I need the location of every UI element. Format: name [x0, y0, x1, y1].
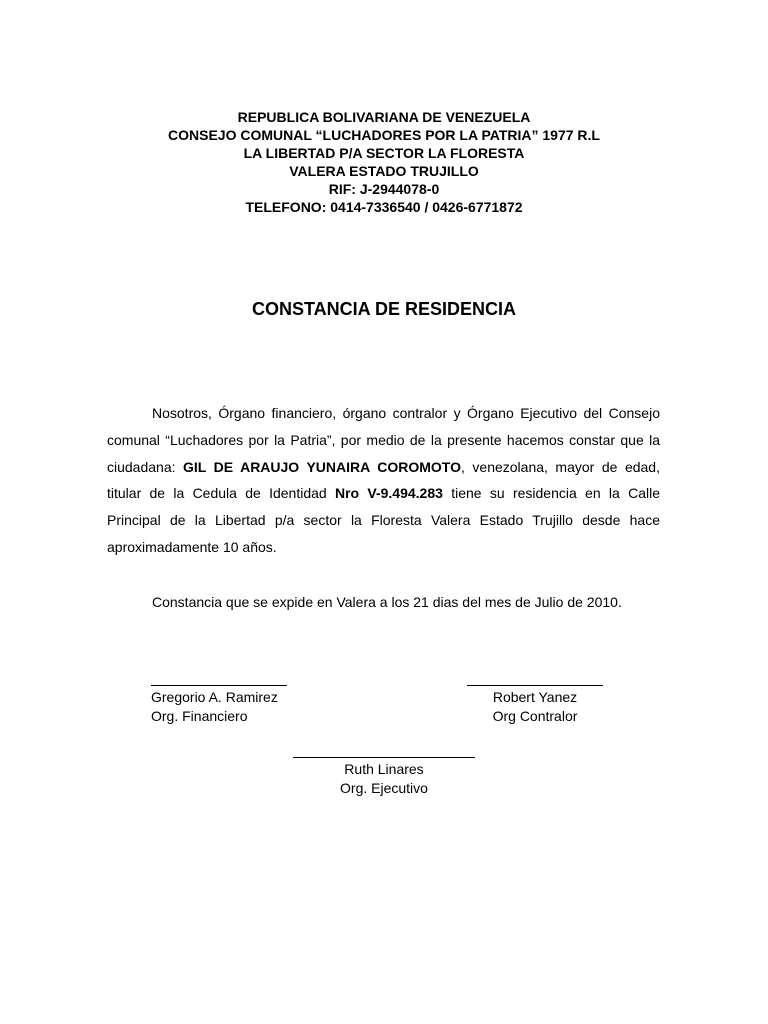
signature-line [151, 685, 287, 686]
signatory-role: Org. Financiero [151, 708, 248, 724]
signatory-name: Robert Yanez [492, 689, 578, 705]
body-paragraph [107, 400, 660, 561]
signature-line [467, 685, 603, 686]
id-number: Nro V-9.494.283 [335, 485, 443, 502]
body-text-part3: tiene su residencia en la Calle Principal de la Libertad p/a sector la Floresta Valera Estado Trujillo desde hace aproximadamente 10 años. [107, 485, 660, 555]
letterhead-address: LA LIBERTAD P/A SECTOR LA FLORESTA [243, 145, 525, 161]
citizen-name: GIL DE ARAUJO YUNAIRA COROMOTO [183, 458, 461, 475]
signatory-role: Org Contralor [492, 708, 578, 724]
letterhead-council: CONSEJO COMUNAL “LUCHADORES POR LA PATRIA” 1977 R.L [168, 127, 600, 143]
letterhead-city: VALERA ESTADO TRUJILLO [289, 163, 479, 179]
signature-contralor [467, 685, 603, 726]
letterhead-phone: TELEFONO: 0414-7336540 / 0426-6771872 [245, 199, 523, 215]
signature-ejecutivo [293, 757, 475, 798]
document-title: CONSTANCIA DE RESIDENCIA [251, 299, 516, 319]
body-text-part2: , venezolana, mayor de edad, titular de la Cedula de Identidad [107, 458, 660, 502]
body-text-part1: Nosotros, Órgano financiero, órgano contralor y Órgano Ejecutivo del Consejo comunal “Luchadores por la Patria”, por medio de la presente hacemos constar que la ciudadana: [107, 405, 660, 475]
signatory-name: Ruth Linares [344, 761, 424, 777]
letterhead-country: REPUBLICA BOLIVARIANA DE VENEZUELA [237, 109, 531, 125]
letterhead [0, 108, 768, 216]
letterhead-rif: RIF: J-2944078-0 [328, 181, 440, 197]
signature-line [293, 757, 475, 758]
signatory-name: Gregorio A. Ramirez [151, 689, 278, 705]
body-paragraph-text [107, 400, 660, 561]
closing-statement: Constancia que se expide en Valera a los 21 dias del mes de Julio de 2010. [152, 594, 622, 610]
signatory-role: Org. Ejecutivo [340, 780, 428, 796]
signature-financiero [151, 685, 351, 726]
